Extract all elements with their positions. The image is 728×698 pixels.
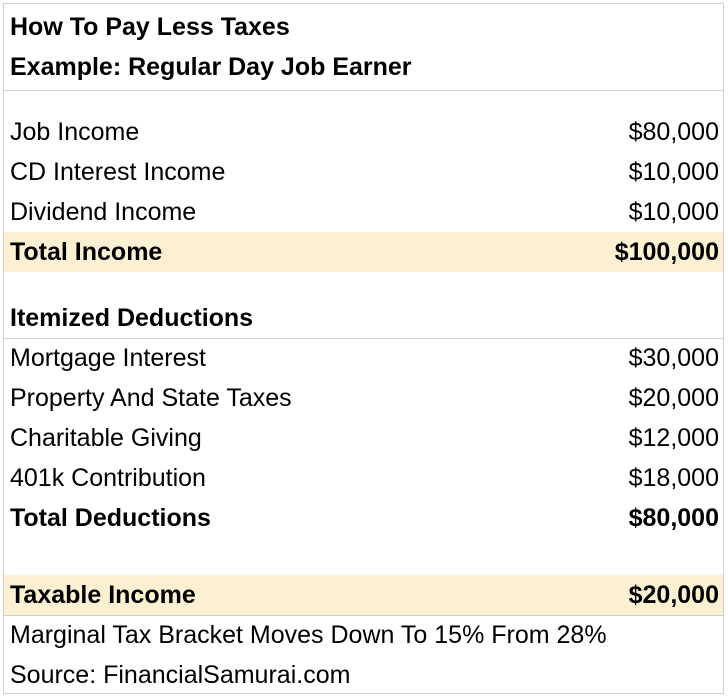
row-value: $80,000 [628, 118, 719, 146]
taxable-income-label: Taxable Income [10, 581, 196, 609]
sheet-title: How To Pay Less Taxes [10, 13, 290, 41]
bracket-note-row [4, 615, 723, 655]
row-label: 401k Contribution [10, 464, 206, 492]
source-note: Source: FinancialSamurai.com [10, 661, 351, 689]
table-row [4, 378, 723, 418]
table-row [4, 192, 723, 232]
taxable-income-value: $20,000 [628, 581, 719, 609]
subtitle-row [4, 47, 723, 87]
total-deductions-row [4, 498, 723, 538]
total-income-label: Total Income [10, 238, 163, 266]
title-row [4, 7, 723, 47]
deductions-heading: Itemized Deductions [10, 304, 254, 332]
row-value: $30,000 [628, 344, 719, 372]
divider [4, 90, 723, 91]
total-deductions-value: $80,000 [628, 504, 719, 532]
row-value: $10,000 [628, 158, 719, 186]
row-label: Charitable Giving [10, 424, 202, 452]
row-label: CD Interest Income [10, 158, 226, 186]
row-value: $12,000 [628, 424, 719, 452]
row-label: Dividend Income [10, 198, 197, 226]
table-row [4, 458, 723, 498]
tax-spreadsheet [3, 3, 724, 694]
total-income-row [4, 232, 723, 272]
table-row [4, 112, 723, 152]
source-row [4, 655, 723, 694]
deductions-heading-row [4, 298, 723, 338]
taxable-income-row [4, 575, 723, 615]
row-label: Property And State Taxes [10, 384, 292, 412]
table-row [4, 418, 723, 458]
sheet-subtitle: Example: Regular Day Job Earner [10, 53, 412, 81]
total-deductions-label: Total Deductions [10, 504, 211, 532]
total-income-value: $100,000 [614, 238, 719, 266]
table-row [4, 338, 723, 378]
row-value: $20,000 [628, 384, 719, 412]
table-row [4, 152, 723, 192]
row-label: Job Income [10, 118, 140, 146]
bracket-note: Marginal Tax Bracket Moves Down To 15% From 28% [10, 621, 607, 649]
row-value: $10,000 [628, 198, 719, 226]
row-label: Mortgage Interest [10, 344, 206, 372]
row-value: $18,000 [628, 464, 719, 492]
